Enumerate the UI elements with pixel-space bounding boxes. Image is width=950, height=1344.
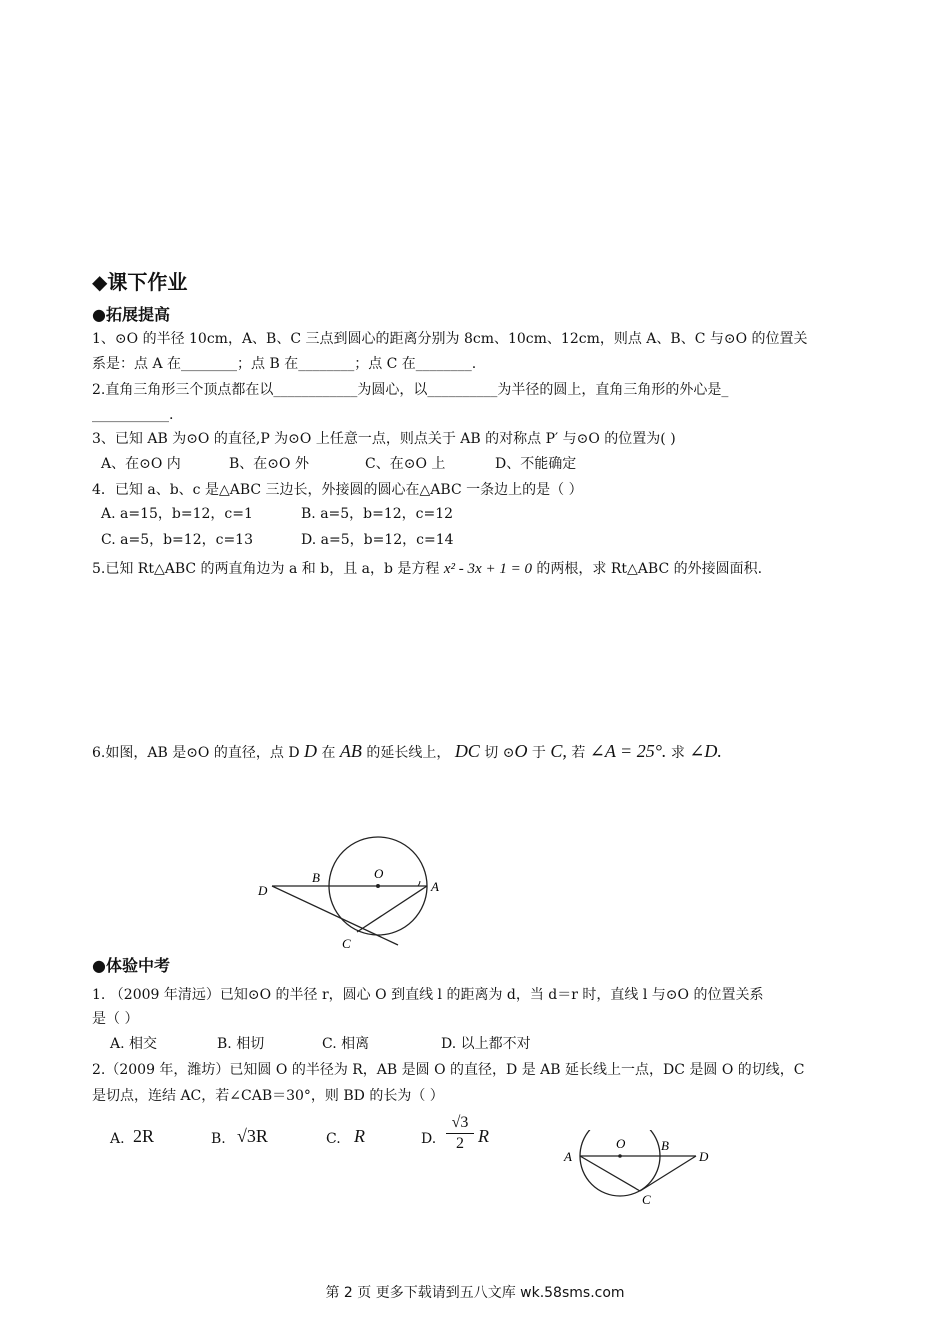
- e2-option-d-r: R: [478, 1126, 489, 1146]
- figure-circle-tangent-2: [560, 1130, 720, 1210]
- page-footer: 第 2 页 更多下载请到五八文库 wk.58sms.com: [325, 1285, 625, 1301]
- q6-find: 求: [670, 745, 685, 761]
- fig1-label-a: A: [431, 879, 439, 894]
- q6-angle-a: ∠A = 25°.: [589, 741, 667, 761]
- e1-option-b: B. 相切: [217, 1036, 265, 1052]
- e2-option-d-fraction: [446, 1113, 474, 1154]
- q6-dc: DC: [454, 741, 480, 761]
- q6-tangent: 切 ⊙: [484, 745, 515, 761]
- e1-option-a: A. 相交: [110, 1036, 158, 1052]
- q6-angle-d: ∠D.: [689, 741, 722, 761]
- q6-point-d: D: [304, 741, 317, 761]
- q3-line1: 3、已知 AB 为⊙O 的直径,P 为⊙O 上任意一点，则点关于 AB 的对称点 P′ 与⊙O 的位置为( ): [92, 431, 676, 447]
- e2-option-d-label: D.: [421, 1131, 437, 1147]
- q4-line1: 4．已知 a、b、c 是△ABC 三边长，外接圆的圆心在△ABC 一条边上的是（ ）: [92, 482, 583, 498]
- e2-line1: 2.（2009 年，潍坊）已知圆 O 的半径为 R，AB 是圆 O 的直径，D 是 AB 延长线上一点，DC 是圆 O 的切线，C: [92, 1062, 805, 1078]
- q6-point-c: C,: [550, 741, 567, 761]
- q4-option-c: C. a=5，b=12，c=13: [101, 532, 253, 548]
- subsection-exam: ●体验中考: [92, 956, 170, 975]
- chord-ac: [357, 886, 427, 932]
- q6-line: [92, 742, 722, 762]
- e1-line1: 1. （2009 年清远）已知⊙O 的半径 r，圆心 O 到直线 l 的距离为 d，当 d＝r 时，直线 l 与⊙O 的位置关系: [92, 987, 764, 1003]
- e2-option-b-value: √3R: [237, 1126, 268, 1146]
- q6-mid: 的延长线上，: [366, 745, 451, 761]
- q5-prefix: 5.已知 Rt△ABC 的两直角边为 a 和 b，且 a，b 是方程: [92, 561, 440, 577]
- tangent-dc: [272, 886, 398, 945]
- q6-prefix: 6.如图，AB 是⊙O 的直径，点 D: [92, 745, 300, 761]
- q1-line1: 1、⊙O 的半径 10cm，A、B、C 三点到圆心的距离分别为 8cm、10cm、12cm，则点 A、B、C 与⊙O 的位置关: [92, 331, 808, 347]
- q6-ab: AB: [339, 741, 362, 761]
- fig1-label-b: B: [312, 870, 320, 885]
- e2-option-d-numerator: √3: [446, 1113, 474, 1134]
- center-dot2: [618, 1154, 622, 1158]
- center-dot: [376, 884, 380, 888]
- fig2-label-b: B: [661, 1138, 669, 1153]
- q6-at: 于: [531, 745, 546, 761]
- fig1-label-o: O: [374, 866, 384, 881]
- figure-circle-tangent-1: [250, 830, 450, 955]
- q4-option-d: D. a=5，b=12，c=14: [301, 532, 454, 548]
- e2-option-a-label: A.: [110, 1131, 125, 1147]
- section-title: ◆课下作业: [92, 270, 188, 294]
- q6-if: 若: [571, 745, 586, 761]
- q3-option-b: B、在⊙O 外: [229, 456, 309, 472]
- q2-line2: ___________.: [92, 407, 174, 423]
- chord-ac2: [580, 1156, 640, 1191]
- e1-option-c: C. 相离: [322, 1036, 370, 1052]
- angle-arc-a: [418, 881, 420, 886]
- q3-option-a: A、在⊙O 内: [101, 456, 181, 472]
- q3-option-c: C、在⊙O 上: [365, 456, 446, 472]
- e2-option-a-value: 2R: [133, 1126, 155, 1146]
- fig2-label-d: D: [699, 1149, 709, 1164]
- e1-line2: 是（ ）: [92, 1011, 139, 1027]
- e2-option-d-denominator: 2: [456, 1135, 464, 1152]
- q6-in: 在: [321, 745, 336, 761]
- q5-suffix: 的两根，求 Rt△ABC 的外接圆面积.: [536, 561, 763, 577]
- e2-line2: 是切点，连结 AC，若∠CAB＝30°，则 BD 的长为（ ）: [92, 1088, 444, 1104]
- q4-option-b: B. a=5，b=12，c=12: [301, 506, 454, 522]
- subsection-expand: ●拓展提高: [92, 305, 170, 324]
- q4-option-a: A. a=15，b=12，c=1: [101, 506, 253, 522]
- q3-option-d: D、不能确定: [495, 456, 577, 472]
- q5-equation: x² - 3x + 1 = 0: [443, 561, 532, 577]
- fig2-label-o: O: [616, 1136, 626, 1151]
- tangent-cd: [640, 1156, 696, 1191]
- e2-option-c-value: R: [354, 1126, 365, 1146]
- e2-option-b-label: B.: [211, 1131, 226, 1147]
- fig2-label-c: C: [642, 1192, 651, 1207]
- fig2-label-a: A: [564, 1149, 572, 1164]
- q2-line1: 2.直角三角形三个顶点都在以____________为圆心，以__________为半径的圆上，直角三角形的外心是_: [92, 382, 729, 398]
- e2-option-c-label: C.: [326, 1131, 341, 1147]
- e1-option-d: D. 以上都不对: [441, 1036, 531, 1052]
- fig1-label-c: C: [342, 936, 351, 951]
- q6-circle-o: O: [514, 741, 528, 761]
- fig1-label-d: D: [258, 883, 268, 898]
- q1-line2: 系是：点 A 在________；点 B 在________；点 C 在________.: [92, 356, 477, 372]
- q5-line: [92, 560, 762, 578]
